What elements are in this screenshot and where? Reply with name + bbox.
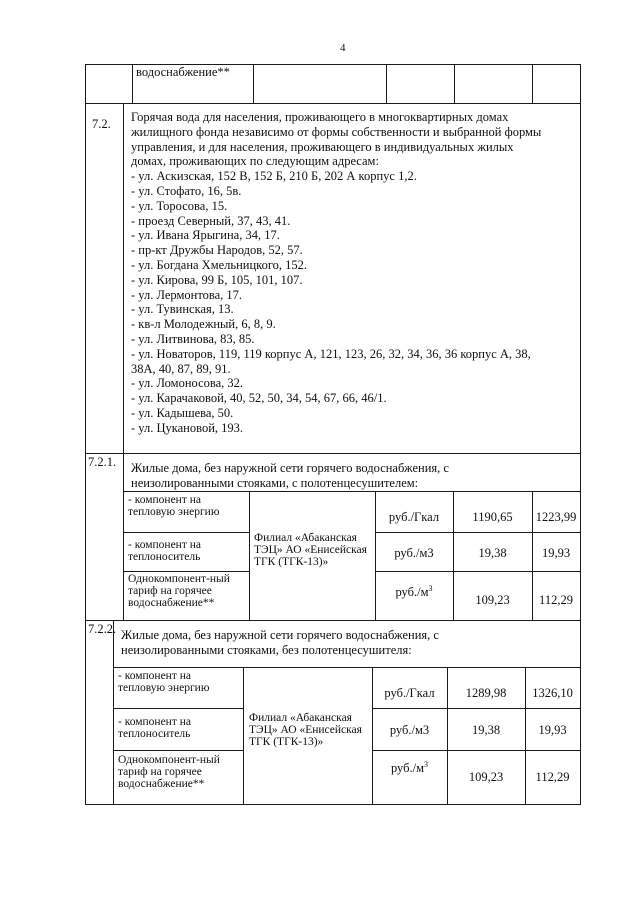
table-row-name: - компонент на тепловую энергию bbox=[128, 494, 220, 518]
address-list-item: - ул. Кирова, 99 Б, 105, 101, 107. bbox=[131, 272, 303, 287]
unit-cell: руб./Гкал bbox=[384, 686, 435, 700]
value-cell: 1223,99 bbox=[535, 510, 577, 524]
table-row-name: - компонент на теплоноситель bbox=[118, 716, 191, 740]
value-cell: 112,29 bbox=[539, 593, 573, 607]
value-cell: 109,23 bbox=[475, 593, 510, 607]
value-cell: 19,93 bbox=[541, 546, 571, 560]
section-7-2-2-heading: Жилые дома, без наружной сети горячего водоснабжения, с bbox=[121, 628, 439, 642]
section-7-2-number: 7.2. bbox=[92, 117, 111, 131]
page-number: 4 bbox=[340, 42, 346, 54]
address-list-item: - проезд Северный, 37, 43, 41. bbox=[131, 213, 291, 228]
unit-cell: $руб./м^3$ bbox=[390, 760, 429, 776]
address-list-item: - ул. Карачаковой, 40, 52, 50, 34, 54, 67, 66, 46/1. bbox=[131, 391, 387, 406]
section-7-2-1-heading: неизолированными стояками, с полотенцесушителем: bbox=[131, 476, 419, 490]
address-list-item: - пр-кт Дружбы Народов, 52, 57. bbox=[131, 243, 303, 258]
address-list-item: - кв-л Молодежный, 6, 8, 9. bbox=[131, 317, 276, 332]
table-row-name: Однокомпонент-ный тариф на горячее водоснабжение** bbox=[128, 573, 230, 609]
supplier-name: Филиал «Абаканская ТЭЦ» АО «Енисейская ТГК (ТГК-13)» bbox=[254, 532, 367, 568]
value-cell: 19,38 bbox=[478, 546, 507, 560]
value-cell: 1190,65 bbox=[472, 510, 513, 524]
value-cell: 19,93 bbox=[538, 723, 567, 737]
section-7-2-1-number: 7.2.1. bbox=[88, 455, 117, 469]
section-7-2-1-heading: Жилые дома, без наружной сети горячего водоснабжения, с bbox=[131, 461, 449, 475]
value-cell: 109,23 bbox=[468, 770, 504, 784]
table-row-name: Однокомпонент-ный тариф на горячее водоснабжение** bbox=[118, 754, 220, 790]
address-list-item: - ул. Ломоносова, 32. bbox=[131, 376, 244, 391]
value-cell: 19,38 bbox=[471, 723, 501, 737]
unit-cell: $руб./м^3$ bbox=[395, 584, 433, 600]
value-cell: 1326,10 bbox=[532, 686, 573, 700]
unit-cell: руб./м3 bbox=[394, 546, 434, 560]
address-list-item: - ул. Тувинская, 13. bbox=[131, 302, 234, 317]
value-cell: 1289,98 bbox=[465, 686, 507, 700]
address-list-item: - ул. Кадышева, 50. bbox=[131, 406, 234, 420]
address-list-item: - ул. Торосова, 15. bbox=[131, 198, 228, 213]
address-list-item: - ул. Аскизская, 152 В, 152 Б, 210 Б, 202 А корпус 1,2. bbox=[131, 169, 417, 184]
value-cell: 112,29 bbox=[535, 770, 570, 784]
top-row-label: водоснабжение** bbox=[136, 65, 230, 79]
address-list-item: 38А, 40, 87, 89, 91. bbox=[131, 361, 231, 376]
address-list-item: - ул. Ивана Ярыгина, 34, 17. bbox=[131, 228, 280, 243]
address-list-item: - ул. Богдана Хмельницкого, 152. bbox=[131, 258, 308, 272]
address-list-item: - ул. Литвинова, 83, 85. bbox=[131, 332, 255, 346]
address-list-item: - ул. Цукановой, 193. bbox=[131, 420, 244, 435]
address-list-item: - ул. Стофато, 16, 5в. bbox=[131, 184, 242, 198]
section-7-2-2-heading: неизолированными стояками, без полотенцесушителя: bbox=[121, 643, 412, 657]
section-7-2-2-number: 7.2.2. bbox=[88, 622, 117, 636]
unit-cell: руб./Гкал bbox=[388, 510, 440, 524]
address-list-item: - ул. Лермонтова, 17. bbox=[131, 287, 243, 302]
table-row-name: - компонент на теплоноситель bbox=[128, 539, 201, 563]
address-list-item: - ул. Новаторов, 119, 119 корпус А, 121, 123, 26, 32, 34, 36, 36 корпус А, 38, bbox=[131, 346, 531, 361]
table-row-name: - компонент на тепловую энергию bbox=[118, 670, 210, 694]
unit-cell: руб./м3 bbox=[389, 723, 430, 737]
supplier-name: Филиал «Абаканская ТЭЦ» АО «Енисейская ТГК (ТГК-13)» bbox=[249, 712, 362, 748]
